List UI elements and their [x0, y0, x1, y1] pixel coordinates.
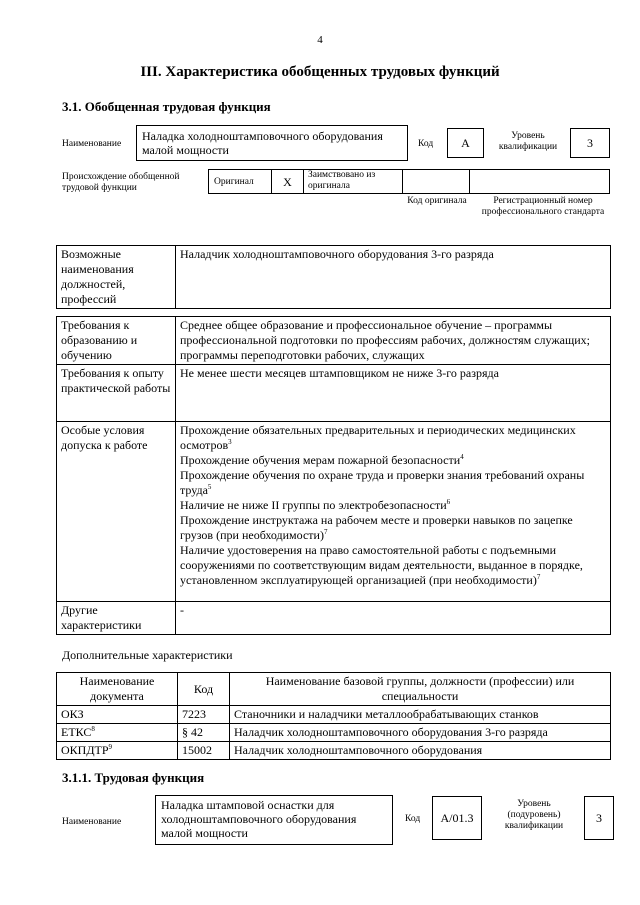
subsection-title: 3.1. Обобщенная трудовая функция [62, 99, 271, 114]
header-name: Наименование базовой группы, должности (профессии) или специальности [230, 673, 611, 706]
positions-label: Возможные наименования должностей, профессий [57, 246, 176, 309]
tf-title: 3.1.1. Трудовая функция [62, 770, 205, 785]
otf-name-value: Наладка холодноштамповочного оборудования малой мощности [136, 125, 408, 161]
otf-level-label: Уровень квалификации [498, 131, 558, 152]
experience-value: Не менее шести месяцев штамповщиком не ниже 3-го разряда [176, 365, 611, 422]
admission-item: Наличие удостоверения на право самостоятельной работы с подъемными сооружениями по соответствующим видам деятельности, выданное в порядке, установленном эксплуатирующей организацией (при необходимости)$^7$ [180, 543, 583, 587]
admission-item: Прохождение обучения по охране труда и проверки знания требований охраны труда$^5$ [180, 468, 585, 497]
admission-item: Прохождение инструктажа на рабочем месте и проверки навыков по зацепке грузов (при необходимости)$^7$ [180, 513, 573, 542]
positions-table [56, 245, 611, 309]
table-row: ОКЗ 7223 Станочники и наладчики металлообрабатывающих станков [57, 706, 611, 724]
tf-name-label: Наименование [62, 817, 122, 827]
education-label: Требования к образованию и обучению [57, 317, 176, 365]
otf-code-label: Код [418, 139, 434, 149]
tf-code-label: Код [405, 814, 421, 824]
tf-name-value: Наладка штамповой оснастки для холодноштамповочного оборудования малой мощности [155, 795, 393, 845]
other-value: - [176, 602, 611, 635]
admission-item: Наличие не ниже II группы по электробезопасности$^6$ [180, 498, 451, 512]
admission-label: Особые условия допуска к работе [57, 422, 176, 602]
otf-level-value: 3 [570, 128, 610, 158]
additional-table [56, 672, 611, 760]
tf-level-value: 3 [584, 796, 614, 840]
table-row: ЕТКС$^8$ § 42 Наладчик холодноштамповочного оборудования 3-го разряда [57, 724, 611, 742]
additional-title: Дополнительные характеристики [62, 648, 233, 662]
requirements-table [56, 316, 611, 635]
table-row: ОКПДТР$^9$ 15002 Наладчик холодноштамповочного оборудования [57, 742, 611, 760]
otf-name-label: Наименование [62, 139, 122, 149]
other-label: Другие характеристики [57, 602, 176, 635]
positions-value: Наладчик холодноштамповочного оборудования 3-го разряда [176, 246, 611, 309]
otf-origin-label: Происхождение обобщенной трудовой функции [62, 172, 180, 193]
admission-item: Прохождение обязательных предварительных и периодических медицинских осмотров$^3$ [180, 423, 576, 452]
otf-borrowed-label: Заимствовано из оригинала [308, 170, 376, 191]
education-value: Среднее общее образование и профессиональное обучение – программы профессиональной подготовки по профессиям рабочих, должностям служащих; программы переподготовки рабочих, служащих [176, 317, 611, 365]
section-title: III. Характеристика обобщенных трудовых функций [140, 64, 500, 80]
origin-code-caption: Код оригинала [407, 196, 467, 206]
admission-list [176, 422, 611, 602]
admission-item: Прохождение обучения мерам пожарной безопасности$^4$ [180, 453, 464, 467]
header-code: Код [178, 673, 230, 706]
otf-original-mark: X [283, 175, 292, 189]
header-doc: Наименование документа [57, 673, 178, 706]
otf-code-value: A [447, 128, 484, 158]
tf-code-value: A/01.3 [432, 796, 482, 840]
reg-number-caption: Регистрационный номер профессионального стандарта [481, 196, 605, 217]
otf-original-label: Оригинал [214, 177, 254, 187]
tf-level-label: Уровень (подуровень) квалификации [504, 799, 564, 831]
page-number: 4 [317, 34, 323, 46]
experience-label: Требования к опыту практической работы [57, 365, 176, 422]
